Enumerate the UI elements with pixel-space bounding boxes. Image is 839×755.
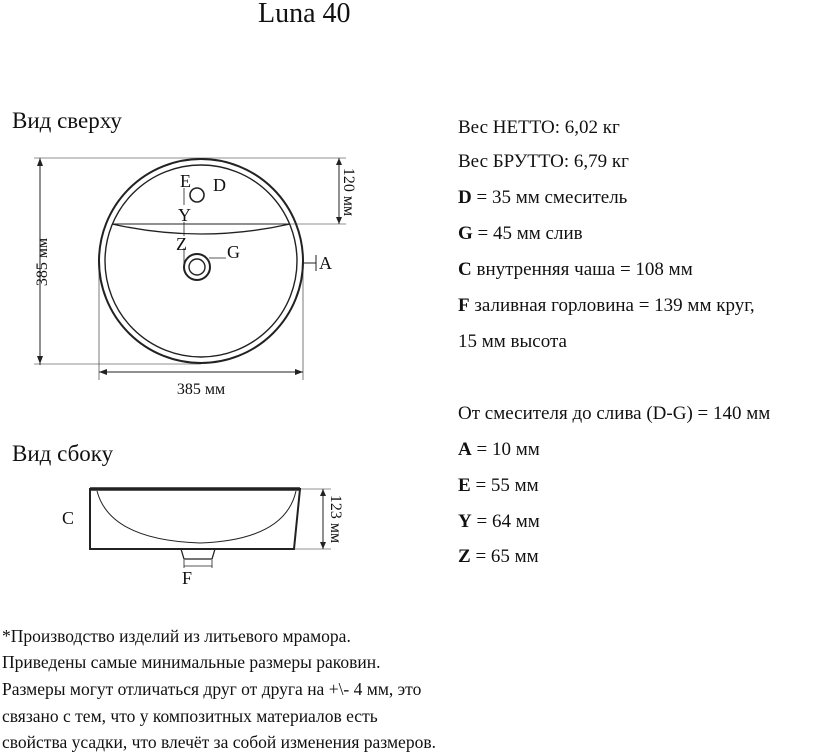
spec-a-key: A <box>458 439 472 460</box>
dim-height-side: 123 мм <box>327 494 344 544</box>
side-view-heading: Вид сбоку <box>12 441 114 466</box>
spec-e-text: = 55 мм <box>470 475 539 496</box>
label-c: C <box>62 508 75 528</box>
label-d: D <box>213 175 226 195</box>
spec-y <box>458 511 540 533</box>
spec-e-key: E <box>458 475 471 496</box>
basin-body <box>90 489 300 549</box>
spec-y-text: = 64 мм <box>471 511 540 532</box>
dim-width-top: 385 мм <box>176 381 226 398</box>
dim-overflow: 120 мм <box>340 167 357 217</box>
label-z: Z <box>176 234 187 254</box>
product-title: Luna 40 <box>258 0 351 29</box>
drain-neck <box>181 549 215 559</box>
spec-e <box>458 475 539 497</box>
label-a: A <box>319 253 332 273</box>
note-line-3: Размеры могут отличаться друг от друга на +\- 4 мм, это <box>2 679 422 699</box>
drain-inner <box>189 259 205 275</box>
dim-height-top: 385 мм <box>34 237 51 287</box>
faucet-hole <box>190 188 204 202</box>
spec-z-text: = 65 мм <box>470 546 539 567</box>
spec-c <box>458 259 693 281</box>
spec-distance: От смесителя до слива (D-G) = 140 мм <box>458 403 771 424</box>
spec-d <box>458 187 627 209</box>
note-line-5: свойства усадки, что влечёт за собой изменения размеров. <box>2 732 436 752</box>
spec-net-weight: Вес НЕТТО: 6,02 кг <box>458 117 620 138</box>
note-line-2: Приведены самые минимальные размеры раковин. <box>2 652 381 672</box>
spec-gross-weight: Вес БРУТТО: 6,79 кг <box>458 151 629 172</box>
spec-f-key: F <box>458 295 470 316</box>
spec-g-text: = 45 мм слив <box>472 223 583 244</box>
spec-g <box>458 223 583 245</box>
label-e: E <box>180 171 191 191</box>
note-line-4: связано с тем, что у композитных материалов есть <box>2 706 378 726</box>
drain-outer <box>184 254 210 280</box>
side-view-drawing <box>90 489 331 568</box>
spec-z <box>458 546 539 568</box>
top-view-heading: Вид сверху <box>12 108 122 133</box>
note-line-1: *Производство изделий из литьевого мрамора. <box>2 626 351 646</box>
spec-z-key: Z <box>458 546 471 567</box>
label-g: G <box>227 242 240 262</box>
spec-c-key: C <box>458 259 472 280</box>
overflow-ledge <box>112 224 290 234</box>
spec-y-key: Y <box>458 511 472 532</box>
label-f: F <box>182 568 193 588</box>
spec-f-height: 15 мм высота <box>458 331 567 352</box>
spec-d-text: = 35 мм смеситель <box>471 187 628 208</box>
spec-a <box>458 439 540 461</box>
basin-inner <box>97 491 296 543</box>
spec-f <box>458 295 755 317</box>
inner-bowl <box>105 165 297 357</box>
label-y: Y <box>178 205 191 225</box>
top-view-drawing <box>34 158 346 380</box>
spec-g-key: G <box>458 223 473 244</box>
spec-f-text: заливная горловина = 139 мм круг, <box>469 295 755 316</box>
spec-d-key: D <box>458 187 472 208</box>
spec-a-text: = 10 мм <box>471 439 540 460</box>
spec-c-text: внутренняя чаша = 108 мм <box>471 259 693 280</box>
